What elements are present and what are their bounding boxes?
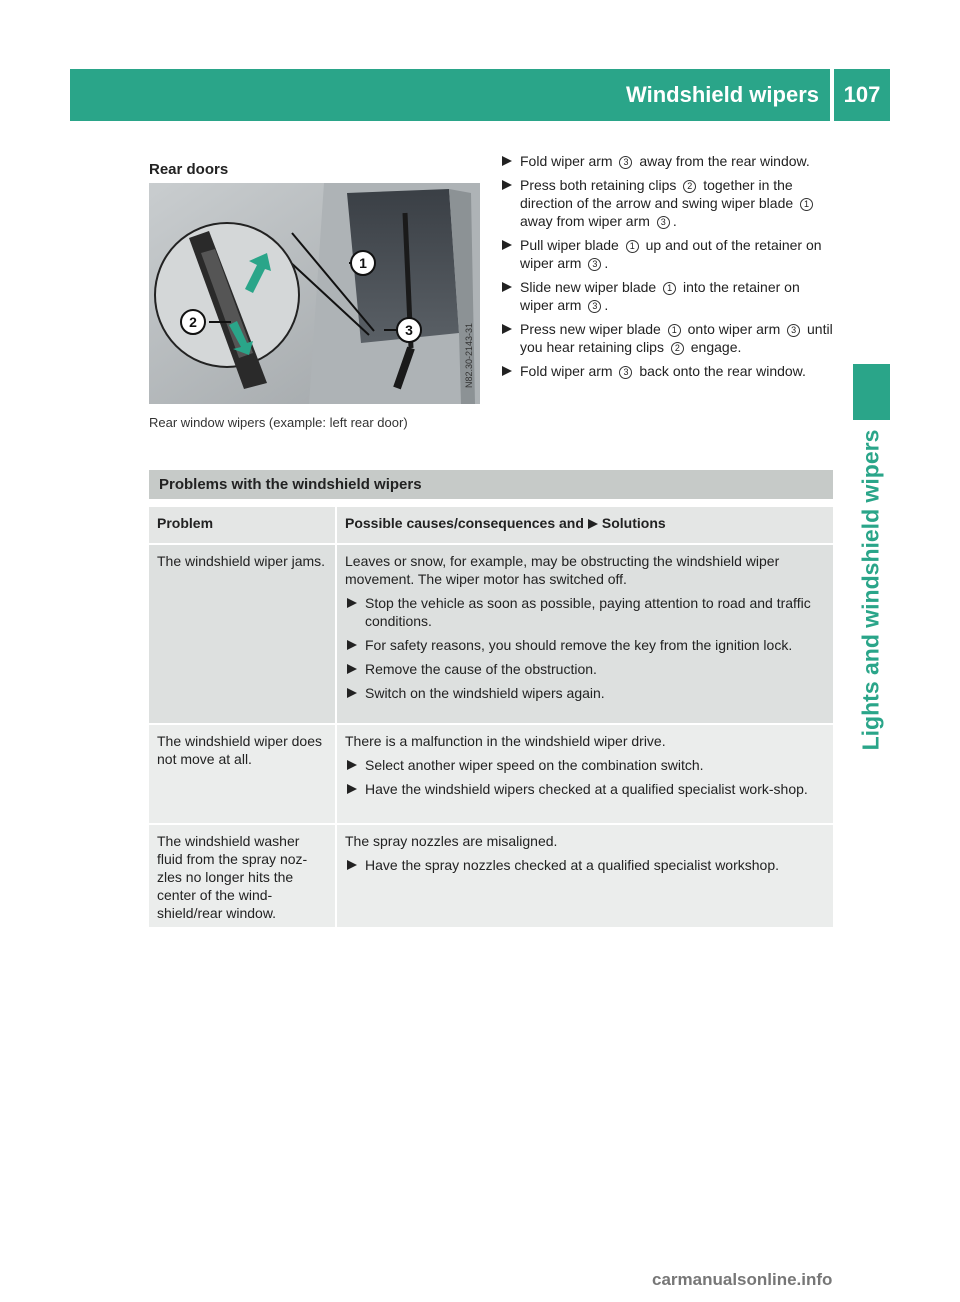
step-1 bbox=[500, 152, 836, 170]
header-solution-a: Possible causes/consequences and bbox=[345, 515, 584, 531]
cause-text: Leaves or snow, for example, may be obstructing the windshield wiper movement. The wiper motor has switched off. bbox=[345, 553, 780, 587]
action-list bbox=[345, 856, 825, 874]
callout-number: 1 bbox=[626, 240, 639, 253]
callout-number: 2 bbox=[671, 342, 684, 355]
action-text: Have the windshield wipers checked at a qualified specialist work-shop. bbox=[365, 781, 808, 797]
problems-title: Problems with the windshield wipers bbox=[159, 476, 422, 493]
arrow-icon bbox=[588, 519, 598, 529]
problem-text: The windshield wiper jams. bbox=[157, 553, 326, 569]
step-text: . bbox=[604, 297, 609, 313]
chapter-tab bbox=[853, 364, 890, 420]
step-text: away from wiper arm bbox=[520, 213, 654, 229]
page-number: 107 bbox=[843, 82, 881, 107]
action-list bbox=[345, 594, 825, 702]
step-text: Press both retaining clips bbox=[520, 177, 681, 193]
action-text: Switch on the windshield wipers again. bbox=[365, 685, 605, 701]
solution-cell bbox=[337, 825, 833, 927]
callout-1: 1 bbox=[359, 255, 367, 271]
arrow-icon bbox=[502, 180, 512, 190]
header-problem: Problem bbox=[157, 515, 214, 531]
action-item bbox=[345, 660, 825, 678]
arrow-icon bbox=[502, 282, 512, 292]
callout-number: 1 bbox=[663, 282, 676, 295]
table-row bbox=[149, 825, 833, 927]
step-6 bbox=[500, 362, 836, 380]
step-text: back onto the rear window. bbox=[635, 363, 806, 379]
callout-number: 3 bbox=[588, 258, 601, 271]
step-4 bbox=[500, 278, 836, 314]
callout-3: 3 bbox=[405, 322, 413, 338]
procedure-steps bbox=[500, 152, 836, 386]
step-5 bbox=[500, 320, 836, 356]
step-text: . bbox=[672, 213, 677, 229]
step-text: together in the direction of the arrow and swing wiper blade bbox=[520, 177, 798, 211]
action-item bbox=[345, 684, 825, 702]
step-text: engage. bbox=[686, 339, 742, 355]
arrow-icon bbox=[347, 760, 357, 770]
action-item bbox=[345, 856, 825, 874]
rear-doors-heading: Rear doors bbox=[149, 161, 229, 178]
arrow-icon bbox=[502, 324, 512, 334]
callout-number: 1 bbox=[800, 198, 813, 211]
step-text: Pull wiper blade bbox=[520, 237, 623, 253]
problem-text: The windshield wiper does not move at all. bbox=[157, 733, 322, 767]
callout-number: 3 bbox=[619, 366, 632, 379]
solution-cell bbox=[337, 725, 833, 823]
arrow-icon bbox=[502, 156, 512, 166]
step-text: away from the rear window. bbox=[635, 153, 810, 169]
cause-text: There is a malfunction in the windshield wiper drive. bbox=[345, 733, 666, 749]
action-item bbox=[345, 780, 825, 798]
header-solution-b: Solutions bbox=[601, 515, 666, 531]
action-item bbox=[345, 636, 825, 654]
chapter-label: Lights and windshield wipers bbox=[857, 429, 884, 751]
arrow-icon bbox=[502, 240, 512, 250]
action-item bbox=[345, 756, 825, 774]
step-text: onto wiper arm bbox=[683, 321, 785, 337]
action-text: Have the spray nozzles checked at a qualified specialist workshop. bbox=[365, 857, 779, 873]
problems-title-bar bbox=[149, 470, 833, 499]
step-text: . bbox=[604, 255, 609, 271]
action-list bbox=[345, 756, 825, 798]
callout-number: 3 bbox=[787, 324, 800, 337]
section-title: Windshield wipers bbox=[626, 82, 819, 107]
table-header-row bbox=[149, 507, 833, 543]
action-text: Stop the vehicle as soon as possible, paying attention to road and traffic conditions. bbox=[365, 595, 811, 629]
action-text: Remove the cause of the obstruction. bbox=[365, 661, 597, 677]
arrow-icon bbox=[347, 664, 357, 674]
step-text: up and out of the retainer on wiper arm bbox=[520, 237, 822, 271]
table-row bbox=[149, 725, 833, 823]
problem-text: The windshield washer fluid from the spray noz-zles no longer hits the center of the wind-shield/rear window. bbox=[157, 833, 308, 921]
header-cell-problem bbox=[149, 507, 335, 543]
action-item bbox=[345, 594, 825, 630]
arrow-icon bbox=[347, 598, 357, 608]
callout-number: 3 bbox=[657, 216, 670, 229]
problem-cell bbox=[149, 825, 335, 927]
step-3 bbox=[500, 236, 836, 272]
step-2 bbox=[500, 176, 836, 230]
arrow-icon bbox=[502, 366, 512, 376]
step-text: Slide new wiper blade bbox=[520, 279, 661, 295]
callout-number: 2 bbox=[683, 180, 696, 193]
step-text: Fold wiper arm bbox=[520, 153, 617, 169]
action-text: Select another wiper speed on the combination switch. bbox=[365, 757, 704, 773]
page-header bbox=[70, 69, 890, 121]
image-caption: Rear window wipers (example: left rear door) bbox=[149, 415, 408, 430]
cause-text: The spray nozzles are misaligned. bbox=[345, 833, 558, 849]
problem-cell bbox=[149, 545, 335, 723]
callout-number: 3 bbox=[619, 156, 632, 169]
step-text: Fold wiper arm bbox=[520, 363, 617, 379]
header-cell-solution bbox=[337, 507, 833, 543]
header-solution bbox=[345, 514, 825, 532]
image-code: N82.30-2143-31 bbox=[464, 322, 474, 388]
callout-number: 1 bbox=[668, 324, 681, 337]
rear-wiper-illustration bbox=[149, 183, 480, 404]
table-row bbox=[149, 545, 833, 723]
arrow-icon bbox=[347, 688, 357, 698]
arrow-icon bbox=[347, 640, 357, 650]
arrow-icon bbox=[347, 784, 357, 794]
problems-table bbox=[149, 507, 833, 927]
callout-2: 2 bbox=[189, 314, 197, 330]
solution-cell bbox=[337, 545, 833, 723]
step-text: Press new wiper blade bbox=[520, 321, 665, 337]
step-text: into the retainer on wiper arm bbox=[520, 279, 800, 313]
problem-cell bbox=[149, 725, 335, 823]
watermark: carmanualsonline.info bbox=[652, 1270, 833, 1289]
action-text: For safety reasons, you should remove the key from the ignition lock. bbox=[365, 637, 793, 653]
rear-wiper-photo bbox=[149, 183, 480, 404]
arrow-icon bbox=[347, 860, 357, 870]
step-text: until you hear retaining clips bbox=[520, 321, 833, 355]
callout-number: 3 bbox=[588, 300, 601, 313]
